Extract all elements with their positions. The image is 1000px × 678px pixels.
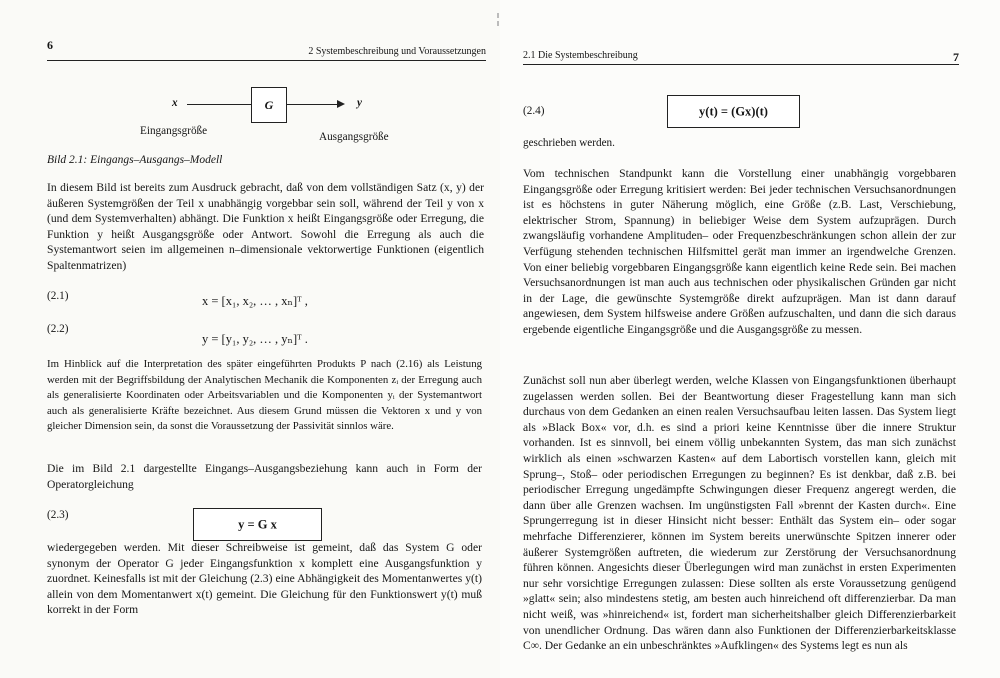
operator-block	[251, 87, 287, 123]
eq-2-2: y = [y₁, y₂, … , yₙ]ᵀ .	[202, 332, 308, 346]
paragraph-4	[47, 540, 482, 618]
page-number: 7	[953, 50, 959, 64]
figure-input-var: x	[172, 97, 178, 109]
figure-output-label: Ausgangsgröße	[319, 131, 389, 143]
paragraph-3	[47, 461, 482, 492]
right-page	[500, 0, 1000, 678]
eq-2-3-number: (2.3)	[47, 509, 69, 521]
line-after-eq: geschrieben werden.	[523, 137, 615, 149]
paragraph-2-text: Im Hinblick auf die Interpretation des später eingeführten Produkts P nach (2.16) als Leistung werden mit der Begriffsbildung der Analytischen Mechanik die Komponenten zᵢ der Erregung auch als generalisierte Koordinaten oder Arbeitsvariablen und die Komponenten yᵢ der Systemantwort auch als generalisierte Kräfte bezeichnet. Aus diesem Grund müssen die Vektoren x und y von gleicher Dimension sein, da sonst die Voraussetzung der Passivität sinnlos wäre.	[47, 358, 482, 432]
operator-block-label: G	[264, 98, 274, 112]
figure-caption: Bild 2.1: Eingangs–Ausgangs–Modell	[47, 154, 223, 166]
running-head: 2 Systembeschreibung und Voraussetzungen	[308, 46, 486, 57]
paragraph-1-text: In diesem Bild ist bereits zum Ausdruck gebracht, daß von dem vollständigen Satz (x, y) der äußeren Systemgrößen der Teil x unabhängig vorgebbar sein soll, während der Teil y von x (und dem Systemverhalten) abhängt. Die Funktion x heißt Eingangsgröße oder Erregung, die Funktion y heißt Ausgangsgröße oder Antwort. Sowohl die Erregung als auch die Systemantwort seien im allgemeinen n–dimensionale vektorwertige Funktionen (eigentlich Spaltenmatrizen)	[47, 181, 484, 272]
paragraph-1-text: Vom technischen Standpunkt kann die Vorstellung einer unabhängig vorgebbaren Eingangsgröße oder Erregung kritisiert werden: Bei jeder technischen Versuchsanordnungen ist es höchstens in guter Näherung möglich, eine Größe (z.B. Last, Verschiebung, elektrischer Strom, Spannung) in beliebiger Weise dem System aufzuprägen. Durch zwangsläufig vorhandene Amplituden– oder Frequenzbeschränkungen schon allein der zur Verfügung stehenden technischen Hilfsmittel gerät man immer an irgendwelche Grenzen. Von einer beliebig vorgebbaren Eingangsgröße kann eigentlich keine Rede sein. Bei machen Versuchsanordnungen ist man auch aus technischen oder physikalischen Gründen gar nicht in der Lage, die gewünschte Systemgröße direkt aufzuprägen. Man ist dann darauf angewiesen, dem System hilfsweise andere Größen aufzuschalten, und dann die sich daraus ergebende eigentliche Eingangsgröße und die Ausgangsgröße zu messen.	[523, 167, 956, 336]
eq-2-4-box	[667, 95, 800, 128]
figure-input-label: Eingangsgröße	[140, 125, 208, 137]
header-rule	[47, 60, 486, 61]
header-rule	[523, 64, 959, 65]
figure-output-var: y	[357, 97, 362, 109]
input-arrow-line	[187, 104, 251, 105]
output-arrow-head	[337, 100, 345, 108]
paragraph-1	[523, 166, 956, 338]
paragraph-3-text: Die im Bild 2.1 dargestellte Eingangs–Ausgangsbeziehung kann auch in Form der Operatorgleichung	[47, 462, 482, 491]
paragraph-2-text: Zunächst soll nun aber überlegt werden, welche Klassen von Eingangsfunktionen überhaupt zugelassen werden sollen. Bei der Beantwortung dieser Fragestellung kann man sich durchaus von dem Gedanken an einen realen Versuchsaufbau leiten lassen. Das System liegt als »Black Box« vor, d.h. es sind a priori keine Kenntnisse über die innere Struktur vorhanden. Ist es sinnvoll, bei einem völlig unbekannten System, das man sich zunächst wirklich als einen »schwarzen Kasten« auf dem Labortisch vorstellen kann, gleich mit Sprung–, Stoß– oder periodischen Erregungen zu beginnen? Es ist denkbar, daß z.B. bei periodischer Erregung ungedämpfte Schwingungen dieser Frequenz angeregt werden, die dann über alle Grenzen wachsen. Im ungünstigsten Fall »brennt der Kasten durch«. Eine Sprungerregung ist in dieser Hinsicht nicht besser: Enthält das System ein– oder sogar mehrfache Differenzierer, können im System bereits unerwünschte Spitzen innerer oder äußerer Systemgrößen auftreten, die wiederum zur Zerstörung der Versuchsanordnung führen können. Angesichts dieser Überlegungen wird man zunächst in ersten Experimenten nur sehr vorsichtige Erregungen zulassen: Diese sollten als erste Voraussetzung genügend »glatt« sein; also mindestens stetig, am besten auch hinreichend oft differenzierbar. Da man nicht weiß, was »hinreichend« ist, fordert man sicherheitshalber gleich Differenzierbarkeit von unendlicher Ordnung. Das wären dann also Funktionen der Differenzierbarkeitsklasse C∞. Der Gedanke an ein unbeschränktes »Aufklingen« des Systems legt es nun als	[523, 374, 956, 653]
eq-2-3-box	[193, 508, 322, 541]
eq-2-1: x = [x₁, x₂, … , xₙ]ᵀ ,	[202, 294, 308, 308]
eq-2-4-number: (2.4)	[523, 105, 545, 117]
eq-2-4: y(t) = (Gx)(t)	[699, 104, 768, 118]
output-arrow-line	[286, 104, 338, 105]
eq-2-2-number: (2.2)	[47, 323, 69, 335]
page-number: 6	[47, 38, 53, 52]
paragraph-2	[523, 373, 956, 654]
eq-2-1-number: (2.1)	[47, 290, 69, 302]
paragraph-4-text: wiedergegeben werden. Mit dieser Schreibweise ist gemeint, daß das System G oder synonym der Operator G jeder Eingangsfunktion x komplett eine Ausgangsfunktion y zuordnet. Keinesfalls ist mit der Gleichung (2.3) eine Abhängigkeit des Momentanwertes y(t) allein von dem Momentanwert x(t) gemeint. Die Gleichung für den Funktionswert y(t) muß korrekt in der Form	[47, 541, 482, 617]
paragraph-2	[47, 357, 482, 435]
paragraph-1	[47, 180, 484, 274]
running-head: 2.1 Die Systembeschreibung	[523, 50, 638, 61]
eq-2-3: y = G x	[238, 517, 277, 531]
